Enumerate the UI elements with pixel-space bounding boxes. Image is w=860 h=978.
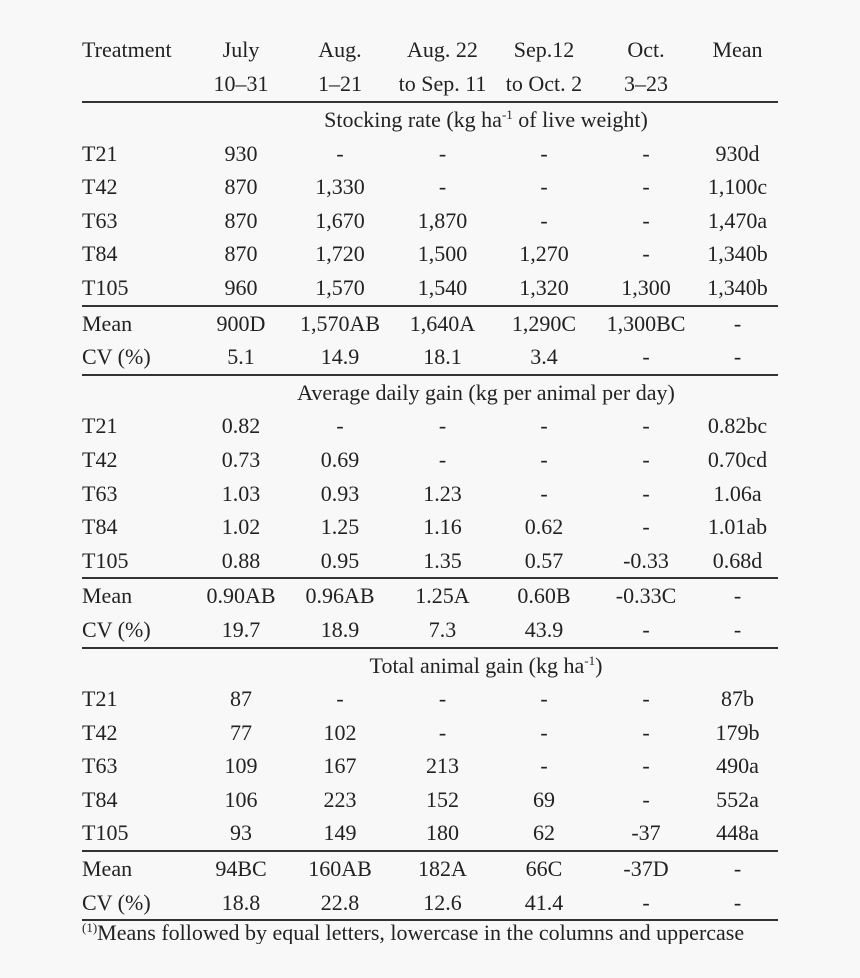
- table-cell: -: [595, 613, 697, 648]
- table-cell: 160AB: [308, 856, 372, 882]
- table-cell: 7.3: [392, 613, 493, 648]
- table-cell: -: [336, 140, 344, 166]
- table-cell: 77: [230, 719, 252, 745]
- mean-row: [82, 578, 778, 613]
- table-cell: 19.7: [194, 613, 288, 648]
- table-cell: 0.70cd: [707, 446, 768, 472]
- table-cell: 0.68d: [697, 544, 778, 579]
- table-cell: 490a: [716, 753, 759, 779]
- table-cell: 1,300BC: [606, 310, 686, 336]
- table-row: [82, 170, 778, 204]
- table-cell: 213: [426, 753, 459, 779]
- table-cell: 0.60B: [517, 583, 571, 609]
- table-cell: -: [642, 174, 650, 200]
- header-cell: 10–31: [194, 67, 288, 102]
- header-cell: Mean: [712, 37, 763, 62]
- table-cell: 5.1: [194, 340, 288, 375]
- header-cell: [697, 67, 778, 102]
- table-cell: 930: [224, 140, 258, 166]
- table-cell: 0.57: [493, 544, 595, 579]
- row-label: T84: [82, 786, 118, 812]
- section-title: [82, 648, 778, 683]
- table-cell: 69: [533, 786, 555, 812]
- row-label: CV (%): [82, 886, 194, 921]
- table-cell: -: [540, 446, 548, 472]
- table-cell: -: [642, 413, 650, 439]
- row-label: CV (%): [82, 613, 194, 648]
- table-row: [82, 749, 778, 783]
- table-cell: 1,290C: [511, 310, 577, 336]
- row-label: T84: [82, 514, 118, 540]
- table-cell: -: [540, 207, 548, 233]
- table-cell: 3.4: [493, 340, 595, 375]
- table-cell: 0.82: [221, 413, 261, 439]
- table-cell: 1,640A: [409, 310, 476, 336]
- table-cell: 448a: [697, 816, 778, 851]
- table-cell: -: [697, 886, 778, 921]
- table-cell: -: [438, 686, 447, 712]
- cv-row: [82, 886, 778, 921]
- table-cell: 1,500: [417, 241, 468, 267]
- row-label: Mean: [82, 583, 133, 609]
- table-cell: -: [642, 241, 650, 267]
- row-label: T63: [82, 480, 118, 506]
- table-cell: -: [336, 413, 344, 439]
- table-row: [82, 271, 778, 306]
- table-cell: -: [540, 719, 548, 745]
- row-label: Mean: [82, 856, 133, 882]
- section-title-suffix: ): [595, 652, 603, 678]
- table-cell: -: [642, 446, 650, 472]
- table-cell: -: [540, 753, 548, 779]
- section-title-row: [82, 375, 778, 410]
- table-cell: 66C: [525, 856, 563, 882]
- table-cell: -: [642, 719, 650, 745]
- table-cell: 1,340b: [697, 271, 778, 306]
- header-cell: Aug.: [318, 37, 362, 62]
- table-cell: 223: [323, 786, 357, 812]
- table-cell: 0.62: [524, 514, 564, 540]
- table-cell: 870: [224, 174, 258, 200]
- table-cell: 1,270: [519, 241, 569, 267]
- row-label: T63: [82, 753, 118, 779]
- table-cell: 870: [224, 207, 258, 233]
- section-title-row: [82, 102, 778, 137]
- section-title: [82, 102, 778, 137]
- section-title: [82, 375, 778, 410]
- table-cell: 14.9: [288, 340, 392, 375]
- table-row: [82, 783, 778, 817]
- table-cell: 1,340b: [707, 241, 768, 267]
- footnote-marker: (1): [82, 920, 98, 935]
- row-label: T105: [82, 816, 194, 851]
- table-cell: 87b: [721, 686, 754, 712]
- table-cell: 1.03: [221, 480, 261, 506]
- table-cell: -: [336, 686, 344, 712]
- header-cell: Oct.: [627, 37, 665, 62]
- table-cell: -: [642, 753, 650, 779]
- table-cell: 930d: [715, 140, 760, 166]
- row-label: T63: [82, 207, 118, 233]
- table-row: [82, 477, 778, 511]
- table-cell: 1,100c: [707, 174, 768, 200]
- table-cell: -: [642, 140, 650, 166]
- table-cell: 870: [224, 241, 258, 267]
- table-cell: -: [697, 613, 778, 648]
- table-body: [82, 102, 778, 920]
- header-row-2: [82, 67, 778, 102]
- table-cell: 152: [426, 786, 459, 812]
- table-cell: 1,570: [288, 271, 392, 306]
- table-cell: 1,670: [315, 207, 365, 233]
- table-cell: 552a: [716, 786, 759, 812]
- table-cell: -: [595, 340, 697, 375]
- section-title-superscript: -1: [501, 107, 513, 122]
- table-cell: 106: [224, 786, 258, 812]
- cv-row: [82, 613, 778, 648]
- row-label: T42: [82, 719, 118, 745]
- table-cell: 1,870: [417, 207, 468, 233]
- table-cell: 0.95: [288, 544, 392, 579]
- table-cell: 1.23: [423, 480, 462, 506]
- table-cell: -: [642, 480, 650, 506]
- table-cell: 18.1: [392, 340, 493, 375]
- header-cell: 3–23: [595, 67, 697, 102]
- section-title-superscript: -1: [584, 652, 596, 668]
- data-table: [82, 33, 778, 921]
- section-title-text: Stocking rate (kg ha: [324, 107, 502, 132]
- table-cell: -: [540, 413, 548, 439]
- row-label: T21: [82, 686, 118, 712]
- table-row: [82, 682, 778, 716]
- table-cell: -: [595, 886, 697, 921]
- table-row: [82, 237, 778, 271]
- table-cell: 102: [323, 719, 357, 745]
- header-cell: to Oct. 2: [493, 67, 595, 102]
- table-cell: 87: [230, 686, 252, 712]
- table-cell: 1.25: [320, 514, 360, 540]
- table-cell: 0.93: [320, 480, 360, 506]
- cv-row: [82, 340, 778, 375]
- table-cell: 179b: [715, 719, 760, 745]
- mean-row: [82, 306, 778, 341]
- header-cell: [82, 67, 194, 102]
- table-cell: 180: [392, 816, 493, 851]
- table-row: [82, 510, 778, 544]
- table-cell: 1.01ab: [707, 514, 768, 540]
- header-cell: Treatment: [82, 37, 172, 62]
- table-cell: -: [733, 583, 742, 609]
- table-cell: 1.06a: [713, 480, 762, 506]
- header-cell: 1–21: [288, 67, 392, 102]
- header-cell: Sep.12: [513, 37, 575, 62]
- mean-row: [82, 851, 778, 886]
- footnote: [82, 918, 778, 944]
- header-row-1: [82, 33, 778, 67]
- row-label: T84: [82, 241, 118, 267]
- row-label: T42: [82, 446, 118, 472]
- table-cell: -: [438, 174, 447, 200]
- table-cell: -: [642, 514, 650, 540]
- table-cell: 1.02: [221, 514, 261, 540]
- table-cell: 1,570AB: [299, 310, 381, 336]
- table-cell: -37: [595, 816, 697, 851]
- row-label: T42: [82, 174, 118, 200]
- data-table-container: [82, 33, 778, 921]
- table-cell: 0.90AB: [206, 583, 276, 609]
- table-cell: -: [438, 140, 447, 166]
- table-cell: -: [642, 686, 650, 712]
- table-row: [82, 716, 778, 750]
- section-title-row: [82, 648, 778, 683]
- section-title-text: Average daily gain (kg per animal per day): [297, 379, 675, 405]
- table-cell: 18.9: [288, 613, 392, 648]
- table-cell: 1,720: [315, 241, 365, 267]
- row-label: CV (%): [82, 340, 194, 375]
- table-cell: 1,300: [595, 271, 697, 306]
- table-cell: 12.6: [392, 886, 493, 921]
- table-cell: 43.9: [493, 613, 595, 648]
- table-cell: -: [540, 480, 548, 506]
- table-cell: 1,470a: [707, 207, 768, 233]
- table-row: [82, 544, 778, 579]
- table-row: [82, 137, 778, 171]
- table-cell: 62: [493, 816, 595, 851]
- row-label: T105: [82, 544, 194, 579]
- table-cell: 22.8: [288, 886, 392, 921]
- table-cell: 900D: [216, 310, 266, 336]
- table-cell: 0.96AB: [305, 583, 375, 609]
- table-cell: -: [697, 340, 778, 375]
- table-cell: -: [733, 310, 742, 336]
- section-title-suffix: of live weight): [512, 107, 648, 132]
- table-cell: -37D: [623, 856, 669, 882]
- table-cell: -: [540, 686, 548, 712]
- table-row: [82, 443, 778, 477]
- table-cell: 18.8: [194, 886, 288, 921]
- table-cell: -0.33: [595, 544, 697, 579]
- table-cell: -: [438, 446, 447, 472]
- table-cell: -: [438, 413, 447, 439]
- table-cell: -0.33C: [615, 583, 677, 609]
- table-cell: -: [733, 856, 742, 882]
- table-cell: 167: [323, 753, 357, 779]
- row-label: Mean: [82, 310, 133, 336]
- table-cell: -: [642, 786, 650, 812]
- table-cell: -: [438, 719, 447, 745]
- table-cell: 41.4: [493, 886, 595, 921]
- table-cell: 0.73: [221, 446, 261, 472]
- table-cell: 0.88: [194, 544, 288, 579]
- table-cell: 1,540: [392, 271, 493, 306]
- table-cell: 1.16: [423, 514, 462, 540]
- table-row: [82, 816, 778, 851]
- header-cell: July: [222, 37, 260, 62]
- table-row: [82, 409, 778, 443]
- header-cell: to Sep. 11: [392, 67, 493, 102]
- table-cell: 960: [194, 271, 288, 306]
- table-cell: 182A: [418, 856, 467, 882]
- table-cell: -: [540, 140, 548, 166]
- table-cell: 1.25A: [415, 583, 470, 609]
- footnote-text: Means followed by equal letters, lowercase in the columns and uppercase: [97, 920, 745, 944]
- table-cell: 93: [194, 816, 288, 851]
- row-label: T105: [82, 271, 194, 306]
- table-cell: -: [540, 174, 548, 200]
- table-header: [82, 33, 778, 102]
- table-cell: 1.35: [392, 544, 493, 579]
- table-row: [82, 204, 778, 238]
- table-cell: -: [642, 207, 650, 233]
- table-cell: 0.82bc: [707, 413, 768, 439]
- table-cell: 1,330: [315, 174, 365, 200]
- table-cell: 1,320: [493, 271, 595, 306]
- table-cell: 94BC: [215, 856, 267, 882]
- table-cell: 149: [288, 816, 392, 851]
- section-title-text: Total animal gain (kg ha: [369, 652, 585, 678]
- row-label: T21: [82, 140, 118, 166]
- header-cell: Aug. 22: [407, 37, 478, 62]
- table-cell: 0.69: [320, 446, 360, 472]
- table-cell: 109: [224, 753, 258, 779]
- row-label: T21: [82, 413, 118, 439]
